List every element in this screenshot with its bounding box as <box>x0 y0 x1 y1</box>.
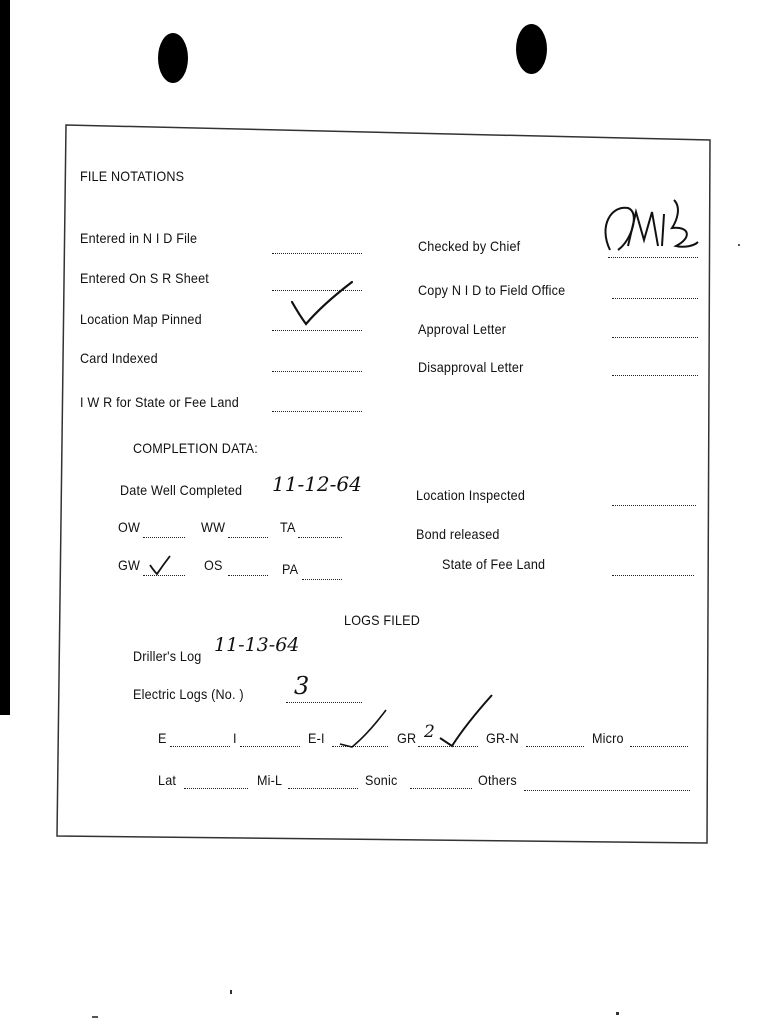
approval-letter-label: Approval Letter <box>418 321 507 337</box>
copy-nid-field-office-label: Copy N I D to Field Office <box>418 282 566 298</box>
log-i-label: I <box>233 730 237 746</box>
log-others-line <box>524 790 690 791</box>
card-indexed-label: Card Indexed <box>80 350 158 366</box>
log-micro-line <box>630 746 688 747</box>
iwr-state-fee-land-label: I W R for State or Fee Land <box>80 394 239 410</box>
checked-by-chief-label: Checked by Chief <box>418 238 521 254</box>
log-micro-label: Micro <box>592 730 624 746</box>
log-others-label: Others <box>478 772 517 788</box>
bond-released-label: Bond released <box>416 526 500 542</box>
log-grn-label: GR-N <box>486 730 519 746</box>
scan-speck <box>230 990 232 994</box>
log-gr-line <box>418 746 478 747</box>
electric-logs-value: 3 <box>294 672 310 700</box>
log-ei-label: E-I <box>308 730 325 746</box>
log-mil-line <box>288 788 358 789</box>
log-grn-line <box>526 746 584 747</box>
date-well-completed-value: 11-12-64 <box>272 472 362 496</box>
log-sonic-label: Sonic <box>365 772 398 788</box>
ow-label: OW <box>118 519 141 535</box>
location-map-pinned-label: Location Map Pinned <box>80 311 202 327</box>
date-well-completed-label: Date Well Completed <box>120 482 243 498</box>
location-inspected-label: Location Inspected <box>416 487 526 503</box>
state-fee-land-label: State of Fee Land <box>442 556 546 572</box>
entered-nid-file-label: Entered in N I D File <box>80 230 198 246</box>
log-e-label: E <box>158 730 167 746</box>
disapproval-letter-label: Disapproval Letter <box>418 359 524 375</box>
scan-speck <box>92 1016 98 1018</box>
log-lat-line <box>184 788 248 789</box>
log-gr-value: 2 <box>424 722 435 742</box>
entered-sr-sheet-label: Entered On S R Sheet <box>80 270 209 286</box>
scan-speck <box>616 1012 619 1015</box>
logs-filed-heading: LOGS FILED <box>344 612 421 628</box>
os-label: OS <box>204 557 223 573</box>
log-sonic-line <box>410 788 472 789</box>
pa-label: PA <box>282 561 299 577</box>
log-lat-label: Lat <box>158 772 177 788</box>
drillers-log-value: 11-13-64 <box>214 634 300 656</box>
completion-data-heading: COMPLETION DATA: <box>133 440 258 456</box>
ww-label: WW <box>201 519 226 535</box>
scan-speck <box>738 244 740 246</box>
drillers-log-label: Driller's Log <box>133 648 202 664</box>
gw-label: GW <box>118 557 141 573</box>
ta-label: TA <box>280 519 296 535</box>
log-gr-label: GR <box>397 730 417 746</box>
card-title: FILE NOTATIONS <box>80 168 185 184</box>
electric-logs-label: Electric Logs (No. ) <box>133 686 244 702</box>
log-mil-label: Mi-L <box>257 772 283 788</box>
